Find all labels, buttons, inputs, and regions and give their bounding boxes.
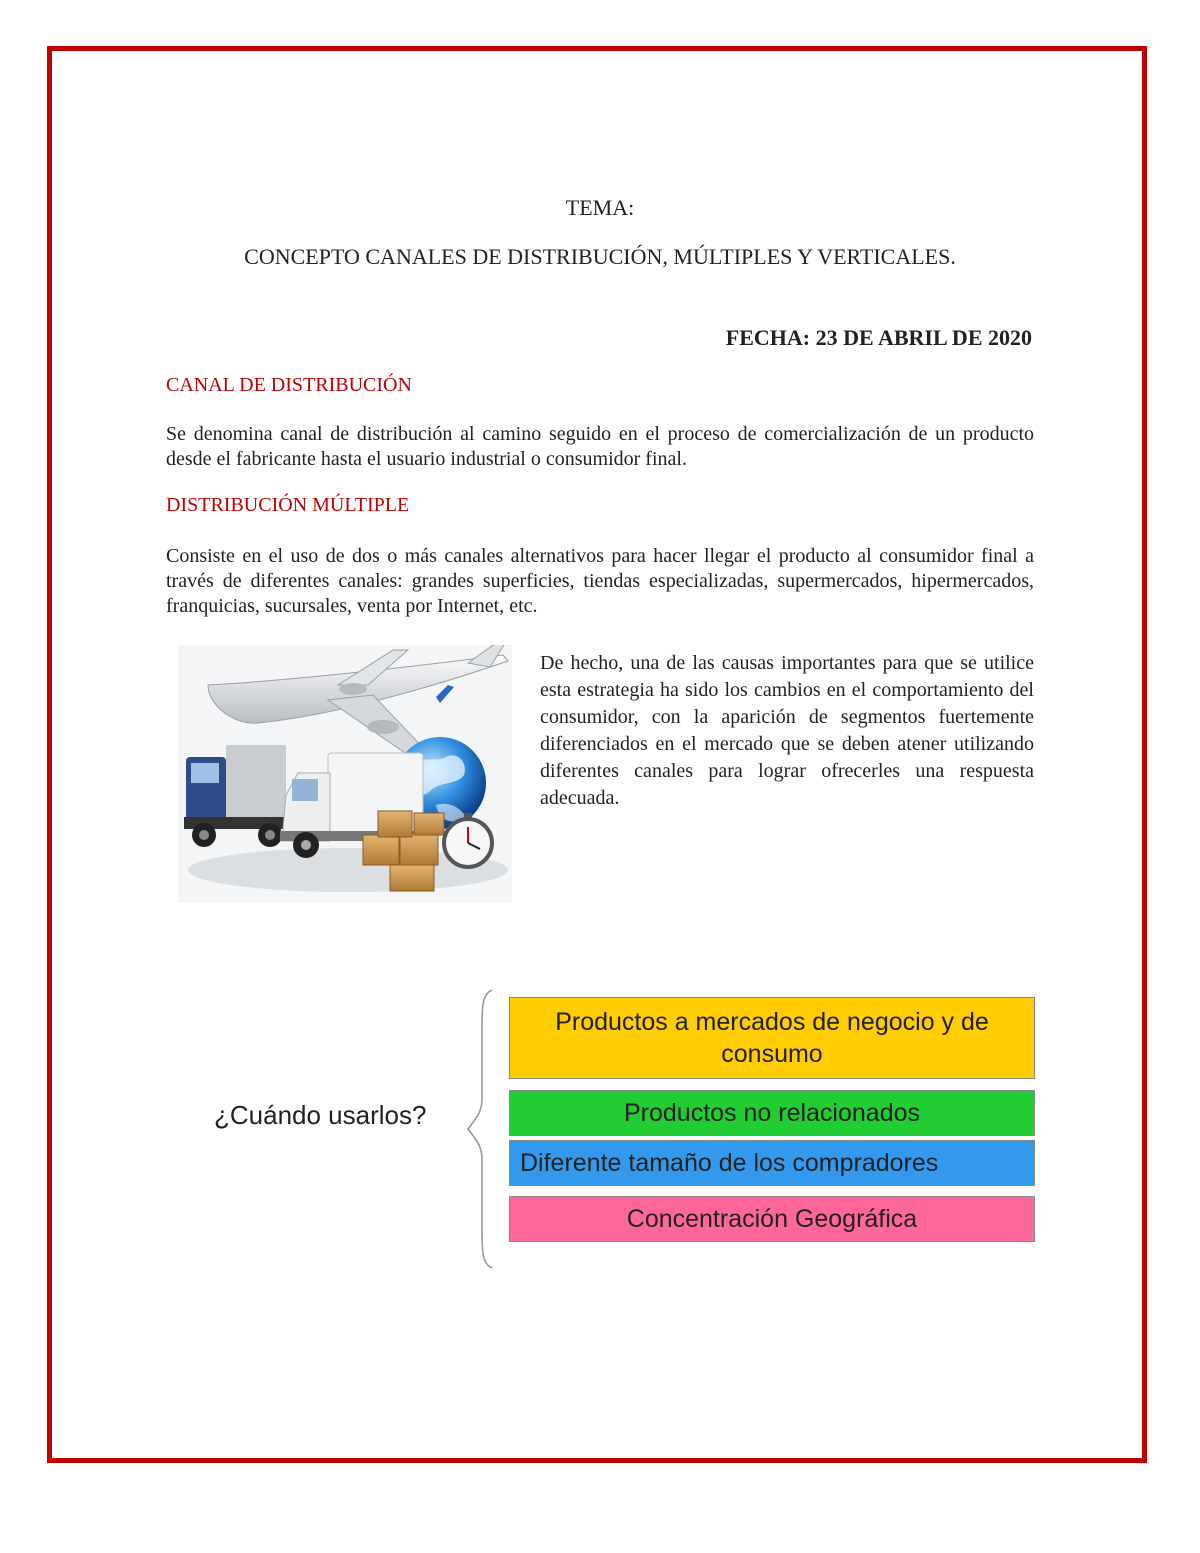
section-heading-canal: CANAL DE DISTRIBUCIÓN bbox=[166, 374, 412, 396]
side-paragraph: De hecho, una de las causas importantes para que se utilice esta estrategia ha sido los cambios en el comportamiento del consumidor, con la aparición de segmentos fuertemente diferenciados en el mercado que se deben atener utilizando diferentes canales para lograr ofrecerles una respuesta adecuada. bbox=[540, 652, 1034, 809]
logistics-illustration bbox=[178, 645, 512, 903]
topic-label: TEMA: bbox=[565, 195, 635, 220]
diagram-box-2-text: Productos no relacionados bbox=[623, 1099, 921, 1127]
diagram-box-1 bbox=[509, 997, 1035, 1079]
diagram-box-3 bbox=[509, 1140, 1035, 1186]
section-heading-multiple: DISTRIBUCIÓN MÚLTIPLE bbox=[166, 494, 410, 516]
curly-brace-icon bbox=[462, 988, 502, 1270]
truck-icon bbox=[184, 745, 294, 847]
logistics-image bbox=[178, 645, 512, 903]
section-text-multiple: Consiste en el uso de dos o más canales alternativos para hacer llegar el producto al consumidor final a través de diferentes canales: grandes superficies, tiendas especializadas, supermercados, hipermercados, franquicias, sucursales, venta por Internet, etc. bbox=[166, 545, 1034, 617]
diagram-box-4-text: Concentración Geográfica bbox=[626, 1205, 918, 1233]
diagram-box-3-text: Diferente tamaño de los compradores bbox=[520, 1149, 939, 1177]
date-line: FECHA: 23 DE ABRIL DE 2020 bbox=[725, 325, 1032, 350]
diagram-box-1-text: Productos a mercados de negocio y de consumo bbox=[555, 1008, 989, 1068]
section-text-canal: Se denomina canal de distribución al camino seguido en el proceso de comercialización de un producto desde el fabricante hasta el usuario industrial o consumidor final. bbox=[166, 423, 1034, 470]
diagram-label: ¿Cuándo usarlos? bbox=[214, 1100, 427, 1130]
page-title: CONCEPTO CANALES DE DISTRIBUCIÓN, MÚLTIPLES Y VERTICALES. bbox=[244, 244, 956, 269]
airplane-icon bbox=[208, 645, 508, 755]
diagram-box-4 bbox=[509, 1196, 1035, 1242]
diagram-box-2 bbox=[509, 1090, 1035, 1136]
